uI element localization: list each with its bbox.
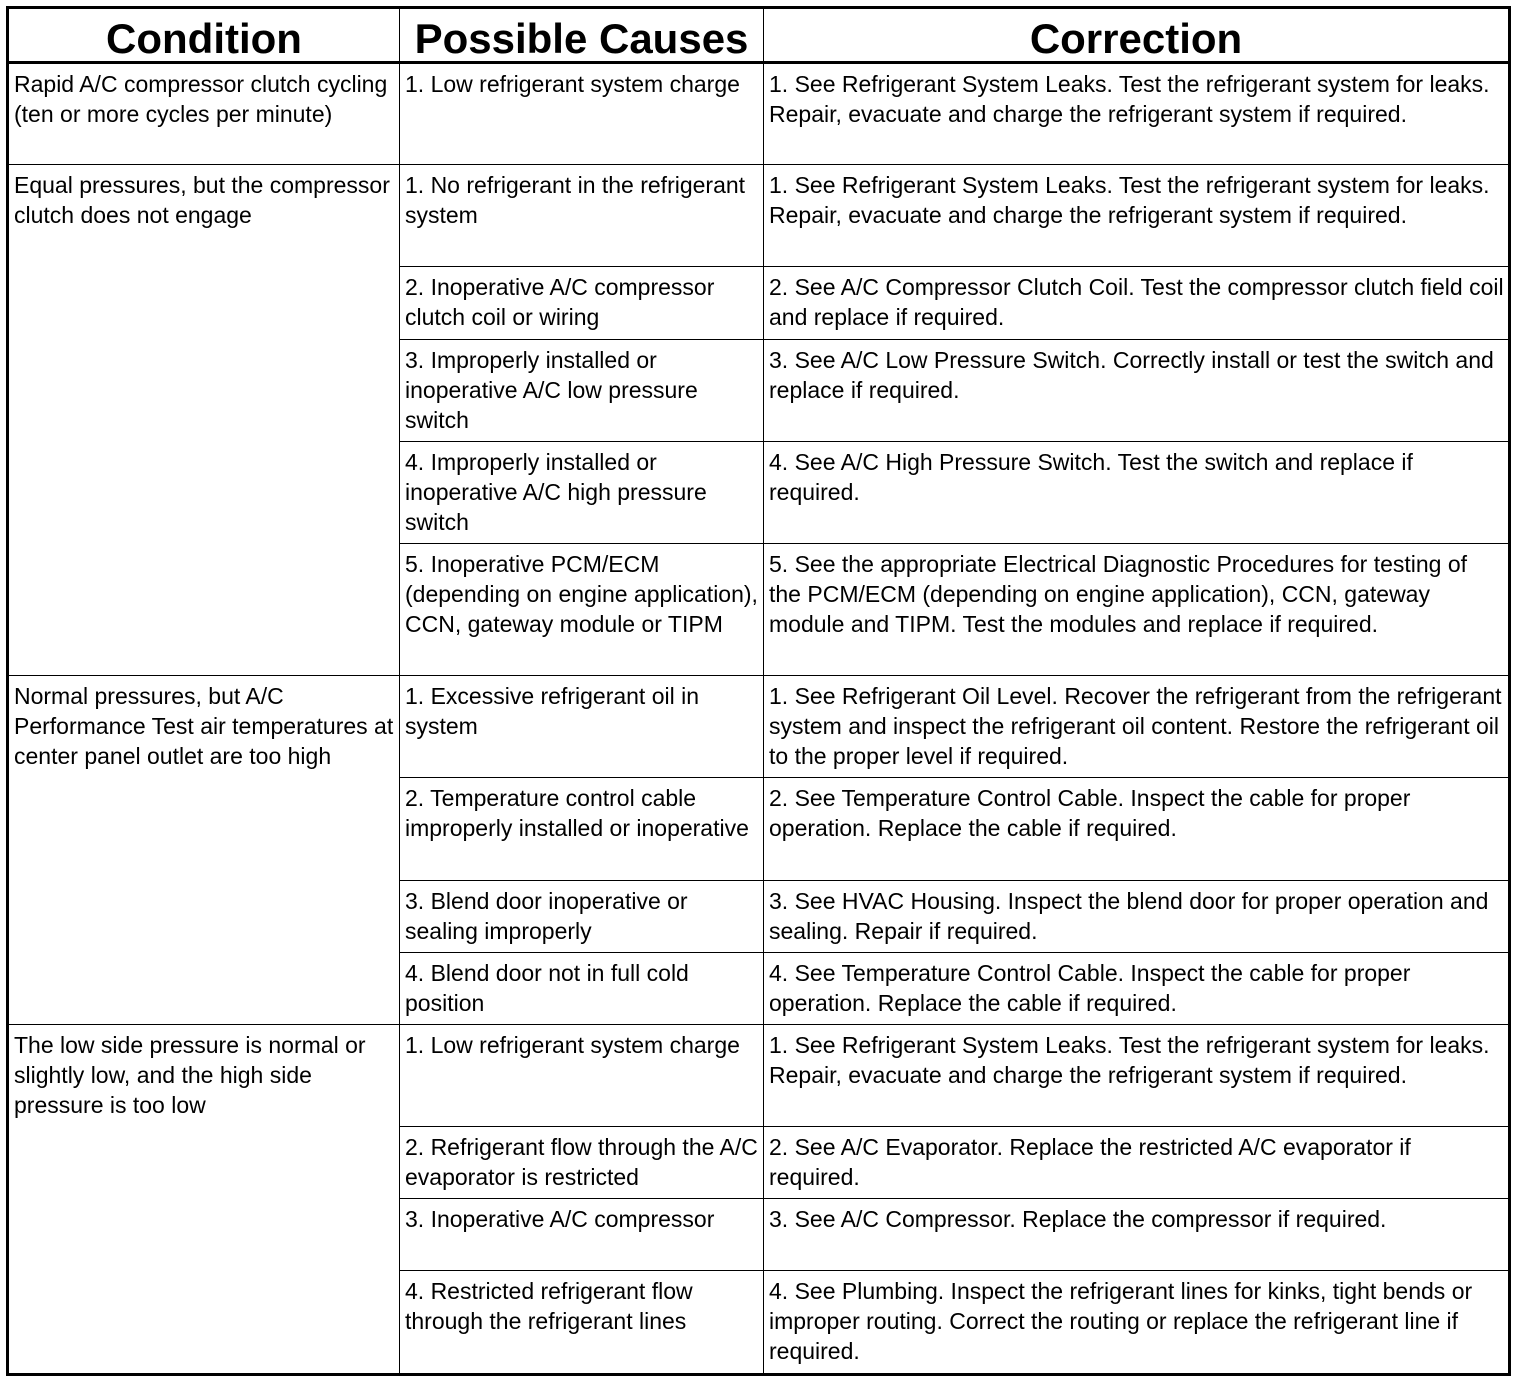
cause-cell: 4. Improperly installed or inoperative A/C high pressure switch (400, 442, 764, 544)
condition-cell: The low side pressure is normal or slightly low, and the high side pressure is too low (8, 1025, 400, 1375)
correction-cell: 1. See Refrigerant System Leaks. Test the refrigerant system for leaks. Repair, evacuate and charge the refrigerant system if required. (764, 63, 1510, 165)
correction-cell: 3. See A/C Low Pressure Switch. Correctly install or test the switch and replace if required. (764, 340, 1510, 442)
diagnosis-table (6, 6, 1511, 1376)
cause-cell: 4. Restricted refrigerant flow through the refrigerant lines (400, 1271, 764, 1375)
header-condition: Condition (8, 8, 400, 63)
correction-cell: 2. See A/C Evaporator. Replace the restricted A/C evaporator if required. (764, 1127, 1510, 1199)
cause-cell: 1. No refrigerant in the refrigerant system (400, 165, 764, 267)
cause-cell: 1. Low refrigerant system charge (400, 1025, 764, 1127)
cause-cell: 2. Inoperative A/C compressor clutch coil or wiring (400, 267, 764, 340)
header-row (8, 8, 1510, 63)
correction-cell: 1. See Refrigerant System Leaks. Test the refrigerant system for leaks. Repair, evacuate and charge the refrigerant system if required. (764, 165, 1510, 267)
cause-cell: 2. Temperature control cable improperly installed or inoperative (400, 778, 764, 881)
correction-cell: 4. See Plumbing. Inspect the refrigerant lines for kinks, tight bends or improper routing. Correct the routing or replace the refrigerant line if required. (764, 1271, 1510, 1375)
cause-cell: 2. Refrigerant flow through the A/C evaporator is restricted (400, 1127, 764, 1199)
header-correction: Correction (764, 8, 1510, 63)
cause-cell: 1. Excessive refrigerant oil in system (400, 676, 764, 778)
correction-cell: 2. See Temperature Control Cable. Inspect the cable for proper operation. Replace the cable if required. (764, 778, 1510, 881)
correction-cell: 4. See Temperature Control Cable. Inspect the cable for proper operation. Replace the cable if required. (764, 953, 1510, 1025)
correction-cell: 5. See the appropriate Electrical Diagnostic Procedures for testing of the PCM/ECM (depending on engine application), CCN, gateway module and TIPM. Test the modules and replace if required. (764, 544, 1510, 676)
table-row (8, 63, 1510, 165)
table-row (8, 1025, 1510, 1127)
header-causes: Possible Causes (400, 8, 764, 63)
cause-cell: 3. Inoperative A/C compressor (400, 1199, 764, 1271)
correction-cell: 4. See A/C High Pressure Switch. Test the switch and replace if required. (764, 442, 1510, 544)
correction-cell: 1. See Refrigerant System Leaks. Test the refrigerant system for leaks. Repair, evacuate and charge the refrigerant system if required. (764, 1025, 1510, 1127)
cause-cell: 1. Low refrigerant system charge (400, 63, 764, 165)
correction-cell: 3. See HVAC Housing. Inspect the blend door for proper operation and sealing. Repair if required. (764, 881, 1510, 953)
cause-cell: 4. Blend door not in full cold position (400, 953, 764, 1025)
cause-cell: 3. Improperly installed or inoperative A/C low pressure switch (400, 340, 764, 442)
condition-cell: Normal pressures, but A/C Performance Test air temperatures at center panel outlet are too high (8, 676, 400, 1025)
table-row (8, 676, 1510, 778)
correction-cell: 2. See A/C Compressor Clutch Coil. Test the compressor clutch field coil and replace if required. (764, 267, 1510, 340)
cause-cell: 3. Blend door inoperative or sealing improperly (400, 881, 764, 953)
correction-cell: 1. See Refrigerant Oil Level. Recover the refrigerant from the refrigerant system and inspect the refrigerant oil content. Restore the refrigerant oil to the proper level if required. (764, 676, 1510, 778)
table-row (8, 165, 1510, 267)
condition-cell: Equal pressures, but the compressor clutch does not engage (8, 165, 400, 676)
condition-cell: Rapid A/C compressor clutch cycling (ten or more cycles per minute) (8, 63, 400, 165)
correction-cell: 3. See A/C Compressor. Replace the compressor if required. (764, 1199, 1510, 1271)
cause-cell: 5. Inoperative PCM/ECM (depending on engine application), CCN, gateway module or TIPM (400, 544, 764, 676)
